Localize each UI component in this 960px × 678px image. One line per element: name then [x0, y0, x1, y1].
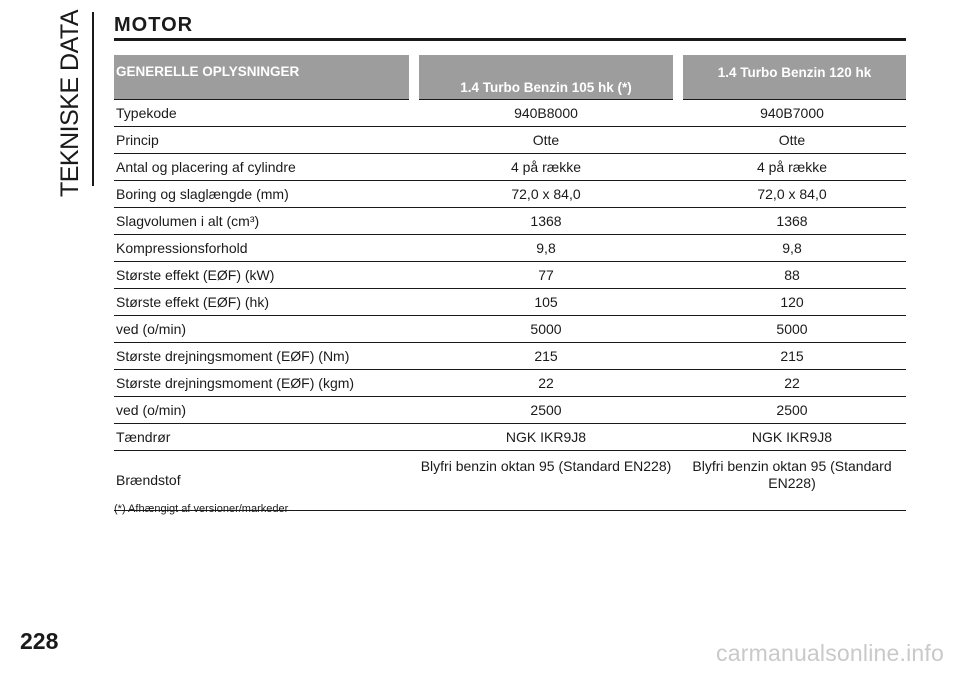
header-general-info: GENERELLE OPLYSNINGER: [114, 55, 414, 100]
row-value-105hk: Blyfri benzin oktan 95 (Standard EN228): [414, 451, 678, 511]
row-value-120hk: 120: [678, 289, 906, 316]
table-row: [114, 100, 906, 127]
table-row: [114, 154, 906, 181]
row-label: ved (o/min): [114, 397, 414, 424]
row-value-120hk: 2500: [678, 397, 906, 424]
row-value-105hk: NGK IKR9J8: [414, 424, 678, 451]
row-label: Største drejningsmoment (EØF) (kgm): [114, 370, 414, 397]
table-row: [114, 262, 906, 289]
side-divider: [92, 12, 94, 186]
row-value-105hk: 9,8: [414, 235, 678, 262]
row-label: Boring og slaglængde (mm): [114, 181, 414, 208]
row-value-105hk: 22: [414, 370, 678, 397]
row-value-105hk: Otte: [414, 127, 678, 154]
title-divider: [114, 38, 906, 41]
row-label: Brændstof: [114, 451, 414, 511]
row-value-120hk: 215: [678, 343, 906, 370]
row-value-120hk: 22: [678, 370, 906, 397]
side-section-title-text: TEKNISKE DATA: [56, 9, 85, 197]
row-value-120hk: Blyfri benzin oktan 95 (Standard EN228): [678, 451, 906, 511]
table-row: [114, 343, 906, 370]
row-value-105hk: 2500: [414, 397, 678, 424]
row-value-120hk: 4 på række: [678, 154, 906, 181]
table-row: [114, 289, 906, 316]
table-row: [114, 127, 906, 154]
table-row: [114, 370, 906, 397]
row-value-105hk: 77: [414, 262, 678, 289]
row-label: Største drejningsmoment (EØF) (Nm): [114, 343, 414, 370]
header-engine-120hk: 1.4 Turbo Benzin 120 hk: [678, 55, 906, 100]
row-label: Kompressionsforhold: [114, 235, 414, 262]
table-row: [114, 235, 906, 262]
row-label: Antal og placering af cylindre: [114, 154, 414, 181]
row-label: Slagvolumen i alt (cm³): [114, 208, 414, 235]
row-label: Typekode: [114, 100, 414, 127]
footnote: (*) Afhængigt af versioner/markeder: [114, 503, 289, 515]
side-section-title: [54, 10, 88, 196]
row-value-120hk: NGK IKR9J8: [678, 424, 906, 451]
row-value-120hk: 9,8: [678, 235, 906, 262]
row-label: Tændrør: [114, 424, 414, 451]
page-number: 228: [20, 628, 59, 654]
row-value-105hk: 940B8000: [414, 100, 678, 127]
row-value-105hk: 72,0 x 84,0: [414, 181, 678, 208]
table-row: [114, 424, 906, 451]
table-row: [114, 397, 906, 424]
row-value-105hk: 215: [414, 343, 678, 370]
table-row: [114, 181, 906, 208]
row-value-105hk: 1368: [414, 208, 678, 235]
header-engine-105hk: 1.4 Turbo Benzin 105 hk (*): [414, 55, 678, 100]
table-row: [114, 208, 906, 235]
table-row: [114, 451, 906, 511]
table-row: [114, 316, 906, 343]
row-value-120hk: 72,0 x 84,0: [678, 181, 906, 208]
row-value-120hk: 940B7000: [678, 100, 906, 127]
row-value-120hk: Otte: [678, 127, 906, 154]
row-label: Største effekt (EØF) (hk): [114, 289, 414, 316]
page-title: MOTOR: [114, 14, 194, 36]
row-value-105hk: 105: [414, 289, 678, 316]
row-value-120hk: 88: [678, 262, 906, 289]
row-value-120hk: 1368: [678, 208, 906, 235]
row-label: ved (o/min): [114, 316, 414, 343]
watermark: carmanualsonline.info: [716, 640, 944, 666]
row-value-105hk: 4 på række: [414, 154, 678, 181]
row-label: Princip: [114, 127, 414, 154]
table-header-row: [114, 55, 906, 100]
engine-specs-table: [114, 55, 906, 511]
row-value-120hk: 5000: [678, 316, 906, 343]
row-value-105hk: 5000: [414, 316, 678, 343]
row-label: Største effekt (EØF) (kW): [114, 262, 414, 289]
